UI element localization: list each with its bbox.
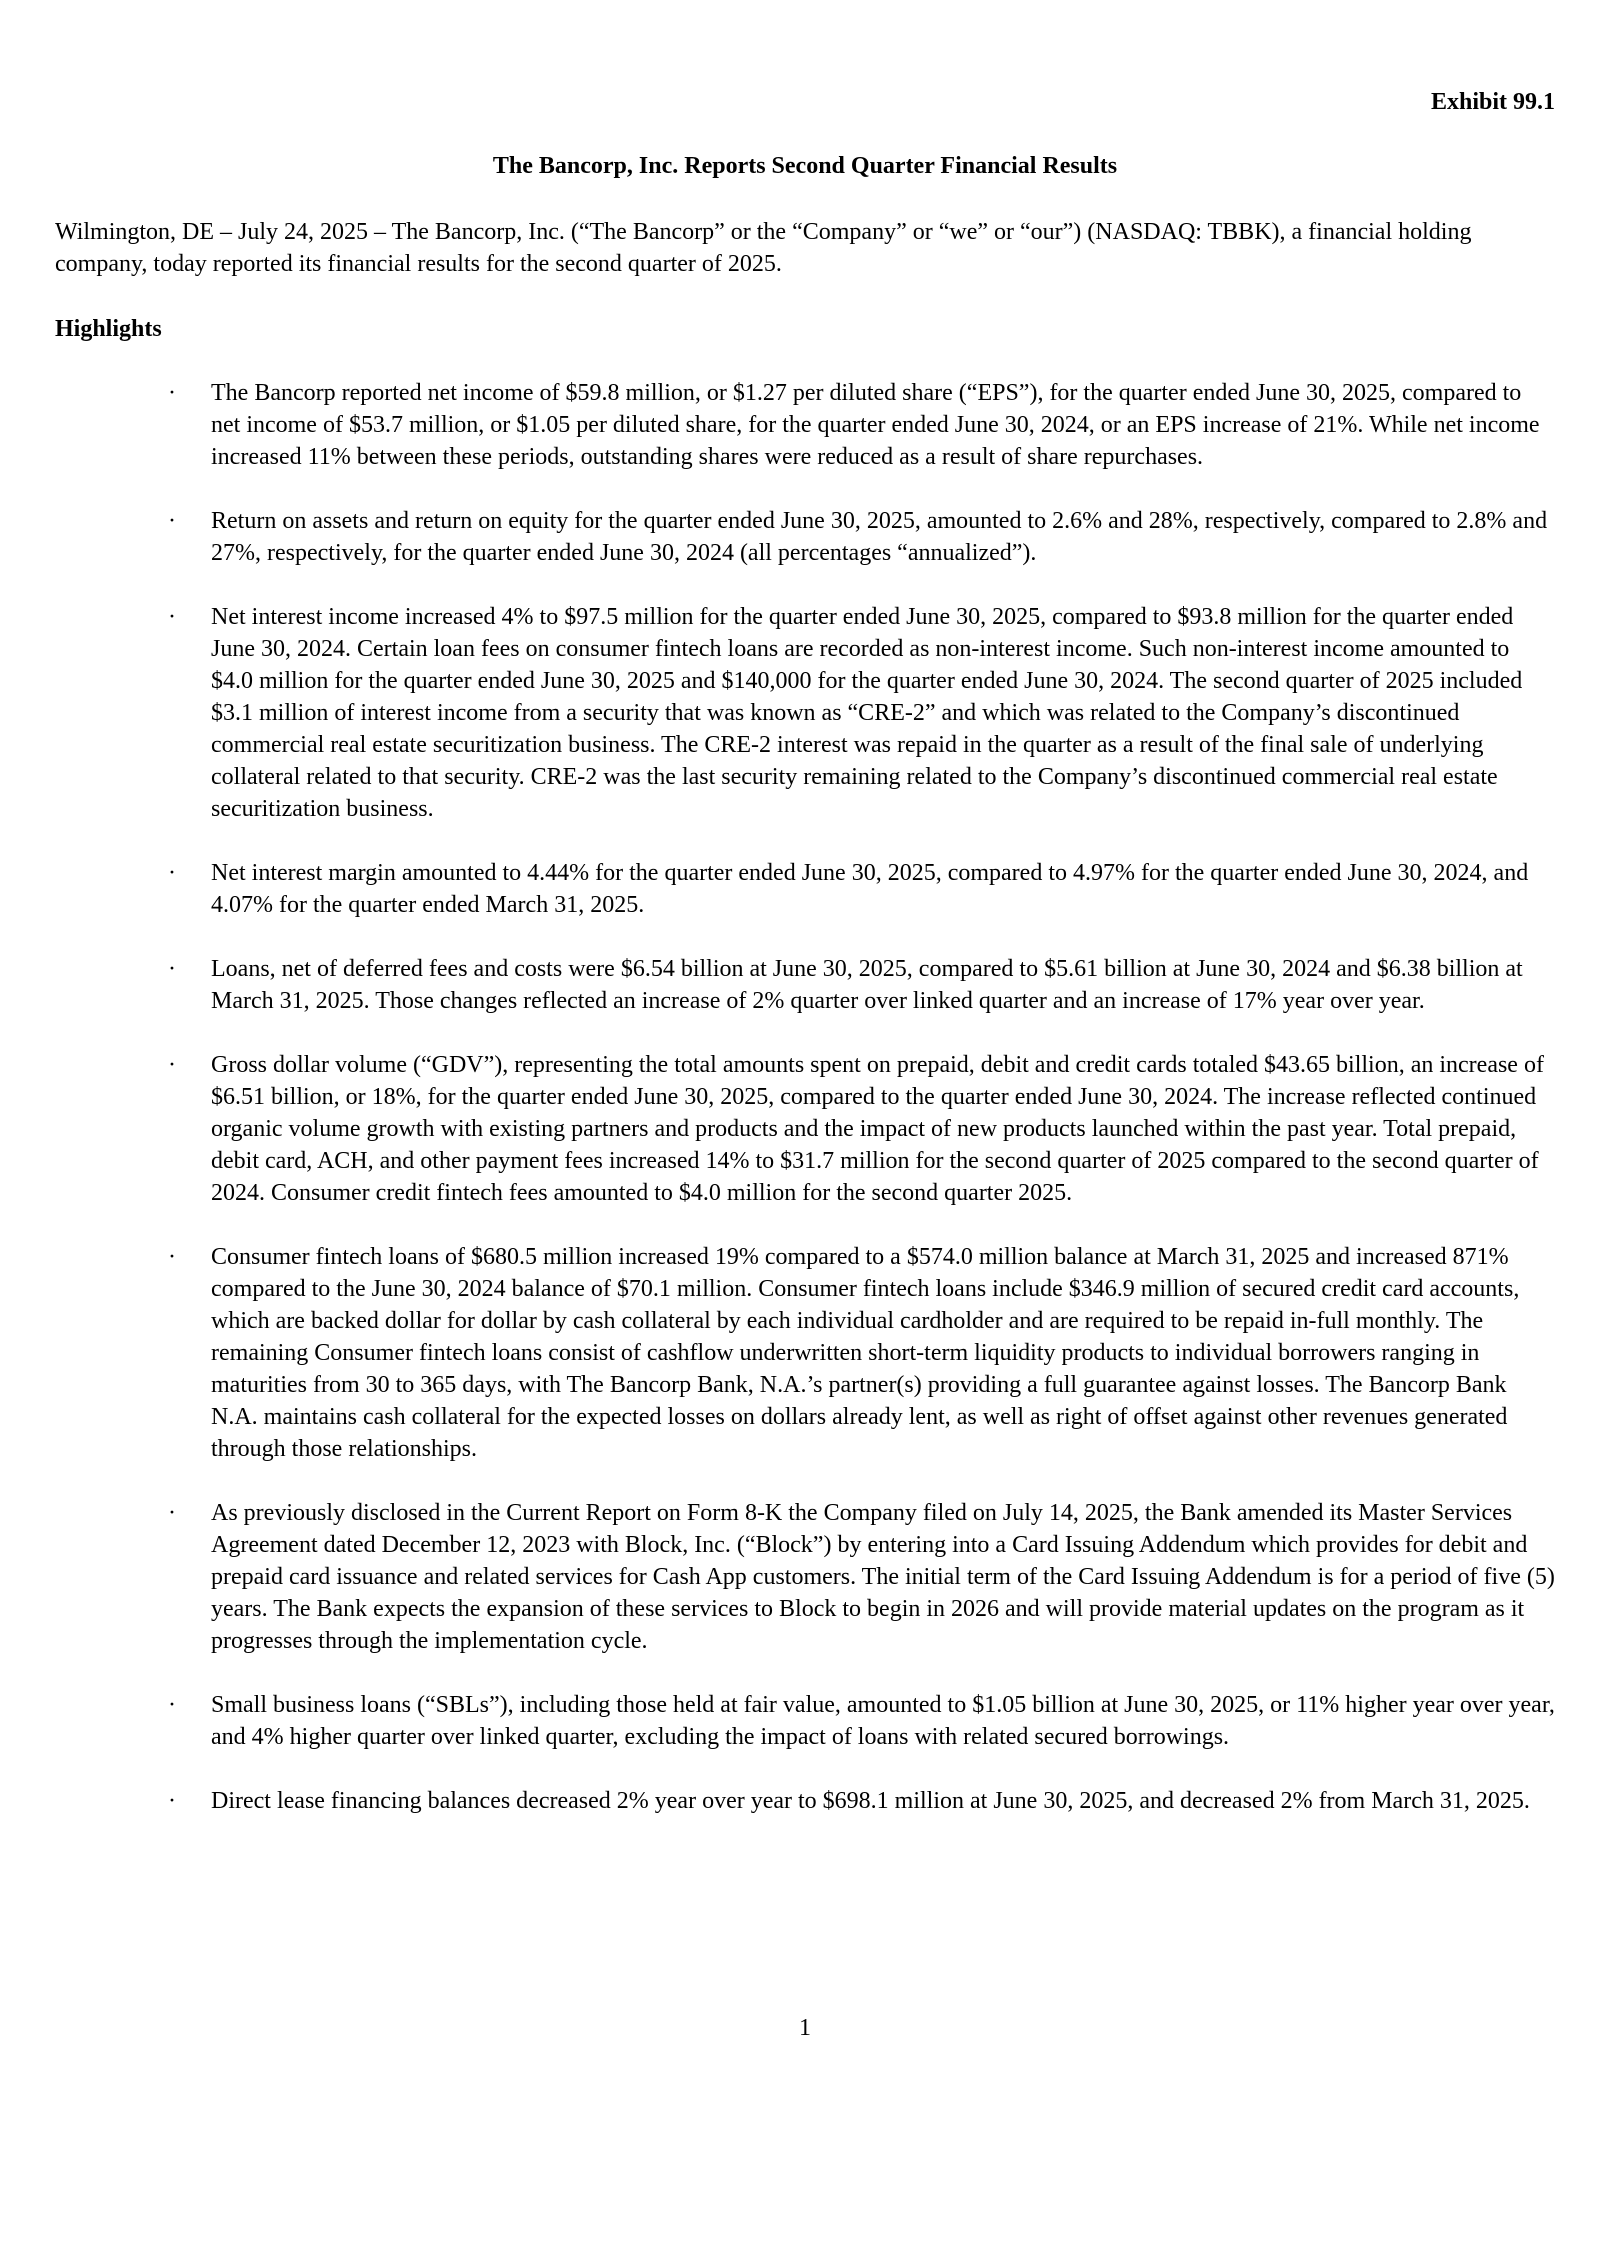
highlight-text: The Bancorp reported net income of $59.8 million, or $1.27 per diluted share (“EPS”), for the quarter ended June 30, 2025, compared to net income of $53.7 million, or $1.05 per diluted share, for the quarter ended June 30, 2024, or an EPS increase of 21%. While net income increased 11% between these periods, outstanding shares were reduced as a result of share repurchases. [211,380,1540,470]
page-number: 1 [799,2015,811,2041]
intro-paragraph: Wilmington, DE – July 24, 2025 – The Bancorp, Inc. (“The Bancorp” or the “Company” or “we” or “our”) (NASDAQ: TBBK), a financial holding company, today reported its financial results for the second quarter of 2025. [55,219,1472,277]
highlight-text: As previously disclosed in the Current Report on Form 8-K the Company filed on July 14, 2025, the Bank amended its Master Services Agreement dated December 12, 2023 with Block, Inc. (“Block”) by entering into a Card Issuing Addendum which provides for debit and prepaid card issuance and related services for Cash App customers. The initial term of the Card Issuing Addendum is for a period of five (5) years. The Bank expects the expansion of these services to Block to begin in 2026 and will provide material updates on the program as it progresses through the implementation cycle. [211,1500,1555,1654]
highlight-item-8 [55,1497,1555,1657]
bullet-marker: · [168,1500,176,1526]
exhibit-label: Exhibit 99.1 [1430,89,1555,115]
highlight-text: Net interest income increased 4% to $97.5 million for the quarter ended June 30, 2025, compared to $93.8 million for the quarter ended June 30, 2024. Certain loan fees on consumer fintech loans are recorded as non-interest income. Such non-interest income amounted to $4.0 million for the quarter ended June 30, 2025 and $140,000 for the quarter ended June 30, 2024. The second quarter of 2025 included $3.1 million of interest income from a security that was known as “CRE-2” and which was related to the Company’s discontinued commercial real estate securitization business. The CRE-2 interest was repaid in the quarter as a result of the final sale of underlying collateral related to that security. CRE-2 was the last security remaining related to the Company’s discontinued commercial real estate securitization business. [211,604,1523,822]
document-title: The Bancorp, Inc. Reports Second Quarter Financial Results [492,153,1118,179]
highlight-text: Small business loans (“SBLs”), including those held at fair value, amounted to $1.05 billion at June 30, 2025, or 11% higher year over year, and 4% higher quarter over linked quarter, excluding the impact of loans with related secured borrowings. [211,1692,1555,1750]
bullet-marker: · [168,508,176,534]
bullet-marker: · [168,1788,176,1814]
bullet-marker: · [168,604,176,630]
highlight-text: Consumer fintech loans of $680.5 million increased 19% compared to a $574.0 million balance at March 31, 2025 and increased 871% compared to the June 30, 2024 balance of $70.1 million. Consumer fintech loans include $346.9 million of secured credit card accounts, which are backed dollar for dollar by cash collateral by each individual cardholder and are required to be repaid in-full monthly. The remaining Consumer fintech loans consist of cashflow underwritten short-term liquidity products to individual borrowers ranging in maturities from 30 to 365 days, with The Bancorp Bank, N.A.’s partner(s) providing a full guarantee against losses. The Bancorp Bank N.A. maintains cash collateral for the expected losses on dollars already lent, as well as right of offset against other revenues generated through those relationships. [211,1244,1520,1462]
highlights-heading: Highlights [55,316,162,342]
highlight-text: Net interest margin amounted to 4.44% for the quarter ended June 30, 2025, compared to 4.97% for the quarter ended June 30, 2024, and 4.07% for the quarter ended March 31, 2025. [211,860,1529,918]
highlight-item-2 [55,505,1555,569]
document-page [55,0,1555,2264]
highlight-text: Loans, net of deferred fees and costs were $6.54 billion at June 30, 2025, compared to $5.61 billion at June 30, 2024 and $6.38 billion at March 31, 2025. Those changes reflected an increase of 2% quarter over linked quarter and an increase of 17% year over year. [211,956,1523,1014]
highlight-item-1 [55,377,1555,473]
highlight-text: Direct lease financing balances decreased 2% year over year to $698.1 million at June 30, 2025, and decreased 2% from March 31, 2025. [211,1788,1530,1814]
highlights-list [55,377,1555,1849]
highlight-item-4 [55,857,1555,921]
highlight-text: Return on assets and return on equity for the quarter ended June 30, 2025, amounted to 2.6% and 28%, respectively, compared to 2.8% and 27%, respectively, for the quarter ended June 30, 2024 (all percentages “annualized”). [211,508,1548,566]
highlight-item-9 [55,1689,1555,1753]
bullet-marker: · [168,860,176,886]
highlight-item-6 [55,1049,1555,1209]
highlight-item-10 [55,1785,1555,1817]
highlight-text: Gross dollar volume (“GDV”), representing the total amounts spent on prepaid, debit and credit cards totaled $43.65 billion, an increase of $6.51 billion, or 18%, for the quarter ended June 30, 2025, compared to the quarter ended June 30, 2024. The increase reflected continued organic volume growth with existing partners and products and the impact of new products launched within the past year. Total prepaid, debit card, ACH, and other payment fees increased 14% to $31.7 million for the second quarter of 2025 compared to the second quarter of 2024. Consumer credit fintech fees amounted to $4.0 million for the second quarter 2025. [211,1052,1544,1206]
highlight-item-7 [55,1241,1555,1465]
highlight-item-5 [55,953,1555,1017]
bullet-marker: · [168,1244,176,1270]
bullet-marker: · [168,380,176,406]
highlight-item-3 [55,601,1555,825]
bullet-marker: · [168,1052,176,1078]
bullet-marker: · [168,956,176,982]
bullet-marker: · [168,1692,176,1718]
